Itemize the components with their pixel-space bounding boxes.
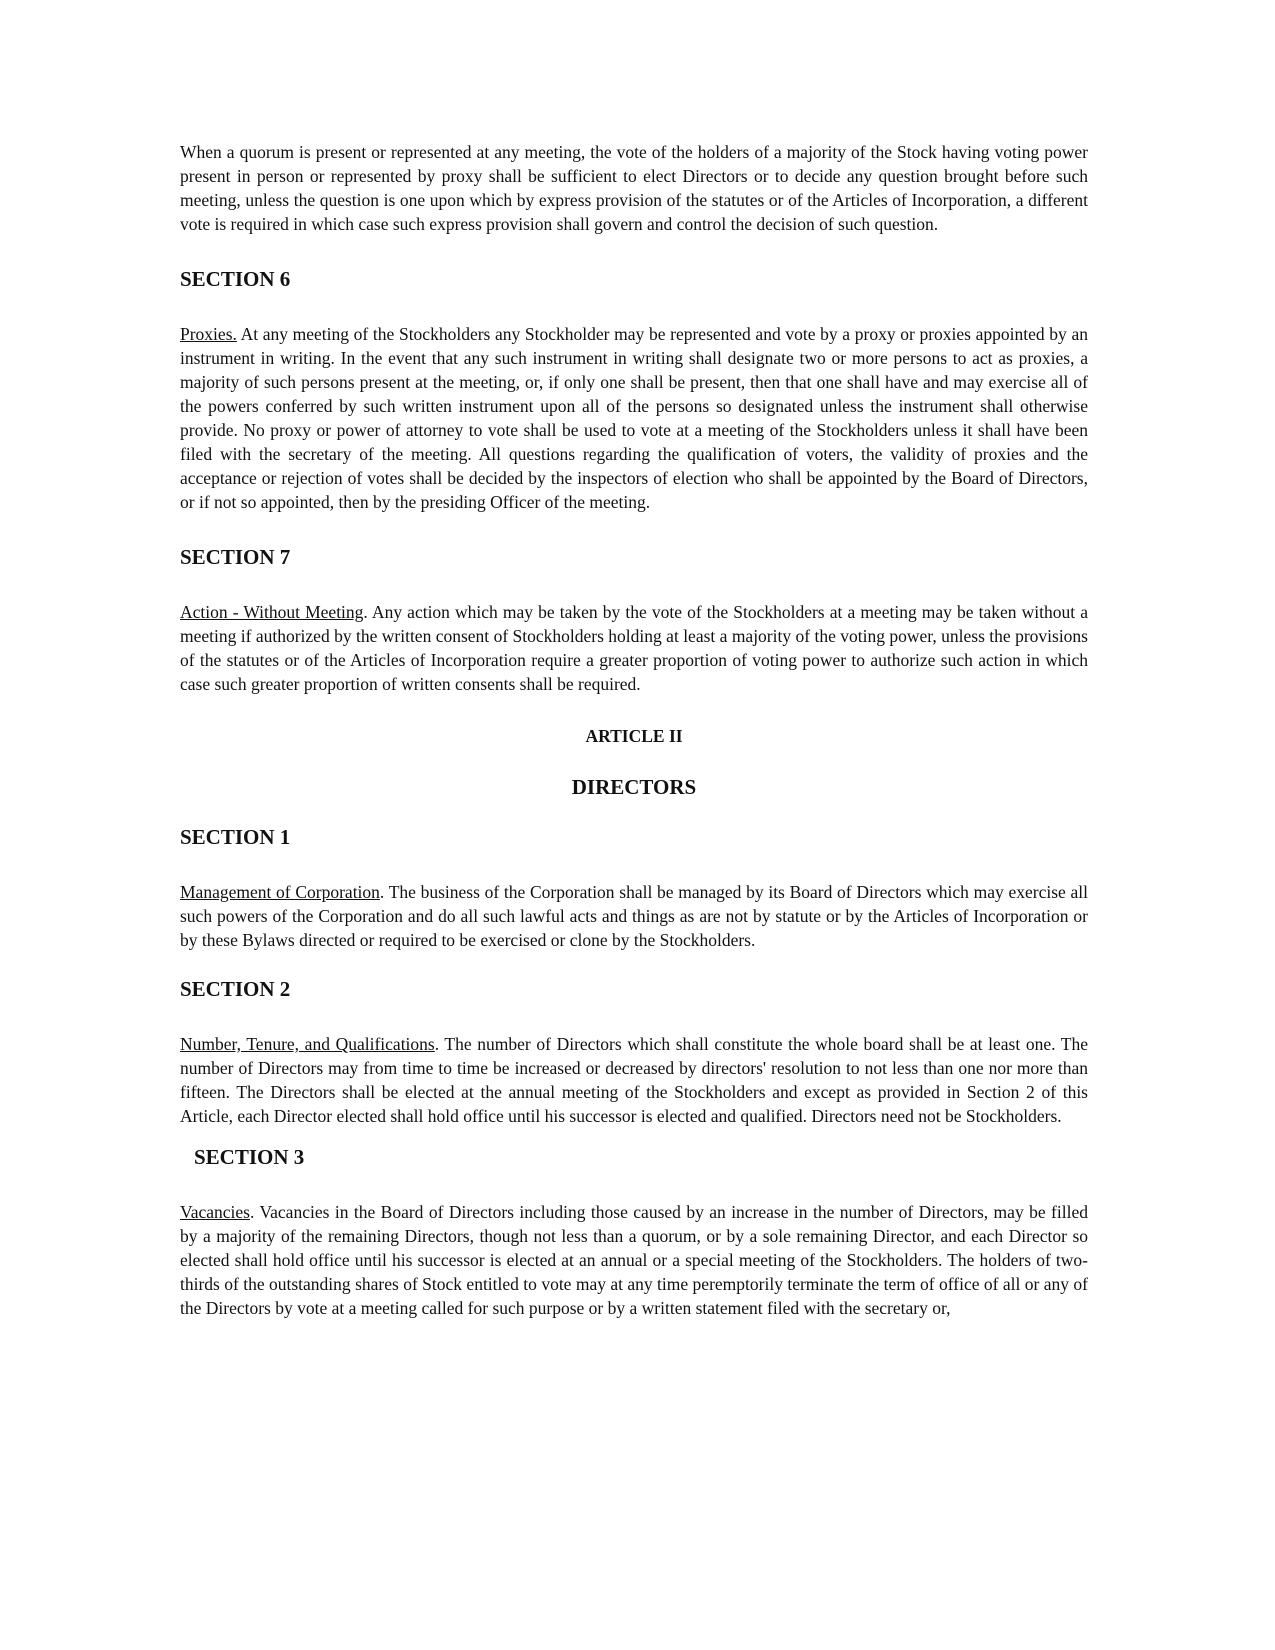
- article-2-title: ARTICLE II: [585, 726, 683, 746]
- vacancies-lead: Vacancies: [180, 1202, 250, 1222]
- proxies-body: At any meeting of the Stockholders any Stockholder may be represented and vote by a proxy or proxies appointed by an instrument in writing. In the event that any such instrument in writing shall designate two or more persons to act as proxies, a majority of such persons present at the meeting, or, if only one shall be present, then that one shall have and may exercise all of the powers conferred by such written instrument upon all of the persons so designated unless the instrument shall otherwise provide. No proxy or power of attorney to vote shall be used to vote at a meeting of the Stockholders unless it shall have been filed with the secretary of the meeting. All questions regarding the qualification of voters, the validity of proxies and the acceptance or rejection of votes shall be decided by the inspectors of election who shall be appointed by the Board of Directors, or if not so appointed, then by the presiding Officer of the meeting.: [180, 324, 1088, 512]
- number-tenure-qualifications-body: . The number of Directors which shall constitute the whole board shall be at least one. The number of Directors may from time to time be increased or decreased by directors' resolution to not less than one nor more than fifteen. The Directors shall be elected at the annual meeting of the Stockholders and except as provided in Section 2 of this Article, each Director elected shall hold office until his successor is elected and qualified. Directors need not be Stockholders.: [180, 1034, 1088, 1126]
- paragraph-proxies: [180, 322, 1088, 514]
- paragraph-management-of-corporation: [180, 880, 1088, 952]
- management-of-corporation-body: . The business of the Corporation shall be managed by its Board of Directors which may exercise all such powers of the Corporation and do all such lawful acts and things as are not by statute or by the Articles of Incorporation or by these Bylaws directed or required to be exercised or clone by the Stockholders.: [180, 882, 1088, 950]
- section-6-heading: SECTION 6: [180, 267, 291, 291]
- paragraph-number-tenure-qualifications: [180, 1032, 1088, 1128]
- action-without-meeting-lead: Action - Without Meeting: [180, 602, 364, 622]
- paragraph-quorum-vote: When a quorum is present or represented at any meeting, the vote of the holders of a majority of the Stock having voting power present in person or represented by proxy shall be sufficient to elect Directors or to decide any question brought before such meeting, unless the question is one upon which by express provision of the statutes or of the Articles of Incorporation, a different vote is required in which case such express provision shall govern and control the decision of such question.: [180, 142, 1088, 234]
- paragraph-action-without-meeting: [180, 600, 1088, 696]
- management-of-corporation-lead: Management of Corporation: [180, 882, 380, 902]
- section-1-heading: SECTION 1: [180, 825, 291, 849]
- section-3-heading: SECTION 3: [194, 1145, 305, 1169]
- vacancies-body: . Vacancies in the Board of Directors including those caused by an increase in the number of Directors, may be filled by a majority of the remaining Directors, though not less than a quorum, or by a sole remaining Director, and each Director so elected shall hold office until his successor is elected at an annual or a special meeting of the Stockholders. The holders of two-thirds of the outstanding shares of Stock entitled to vote may at any time peremptorily terminate the term of office of all or any of the Directors by vote at a meeting called for such purpose or by a written statement filed with the secretary or,: [180, 1202, 1088, 1318]
- proxies-lead: Proxies.: [180, 324, 237, 344]
- number-tenure-qualifications-lead: Number, Tenure, and Qualifications: [180, 1034, 435, 1054]
- article-2-subtitle-directors: DIRECTORS: [571, 775, 697, 799]
- action-without-meeting-body: . Any action which may be taken by the vote of the Stockholders at a meeting may be taken without a meeting if authorized by the written consent of Stockholders holding at least a majority of the voting power, unless the provisions of the statutes or of the Articles of Incorporation require a greater proportion of voting power to authorize such action in which case such greater proportion of written consents shall be required.: [180, 602, 1088, 694]
- section-7-heading: SECTION 7: [180, 545, 291, 569]
- section-2-heading: SECTION 2: [180, 977, 291, 1001]
- paragraph-vacancies: [180, 1200, 1088, 1320]
